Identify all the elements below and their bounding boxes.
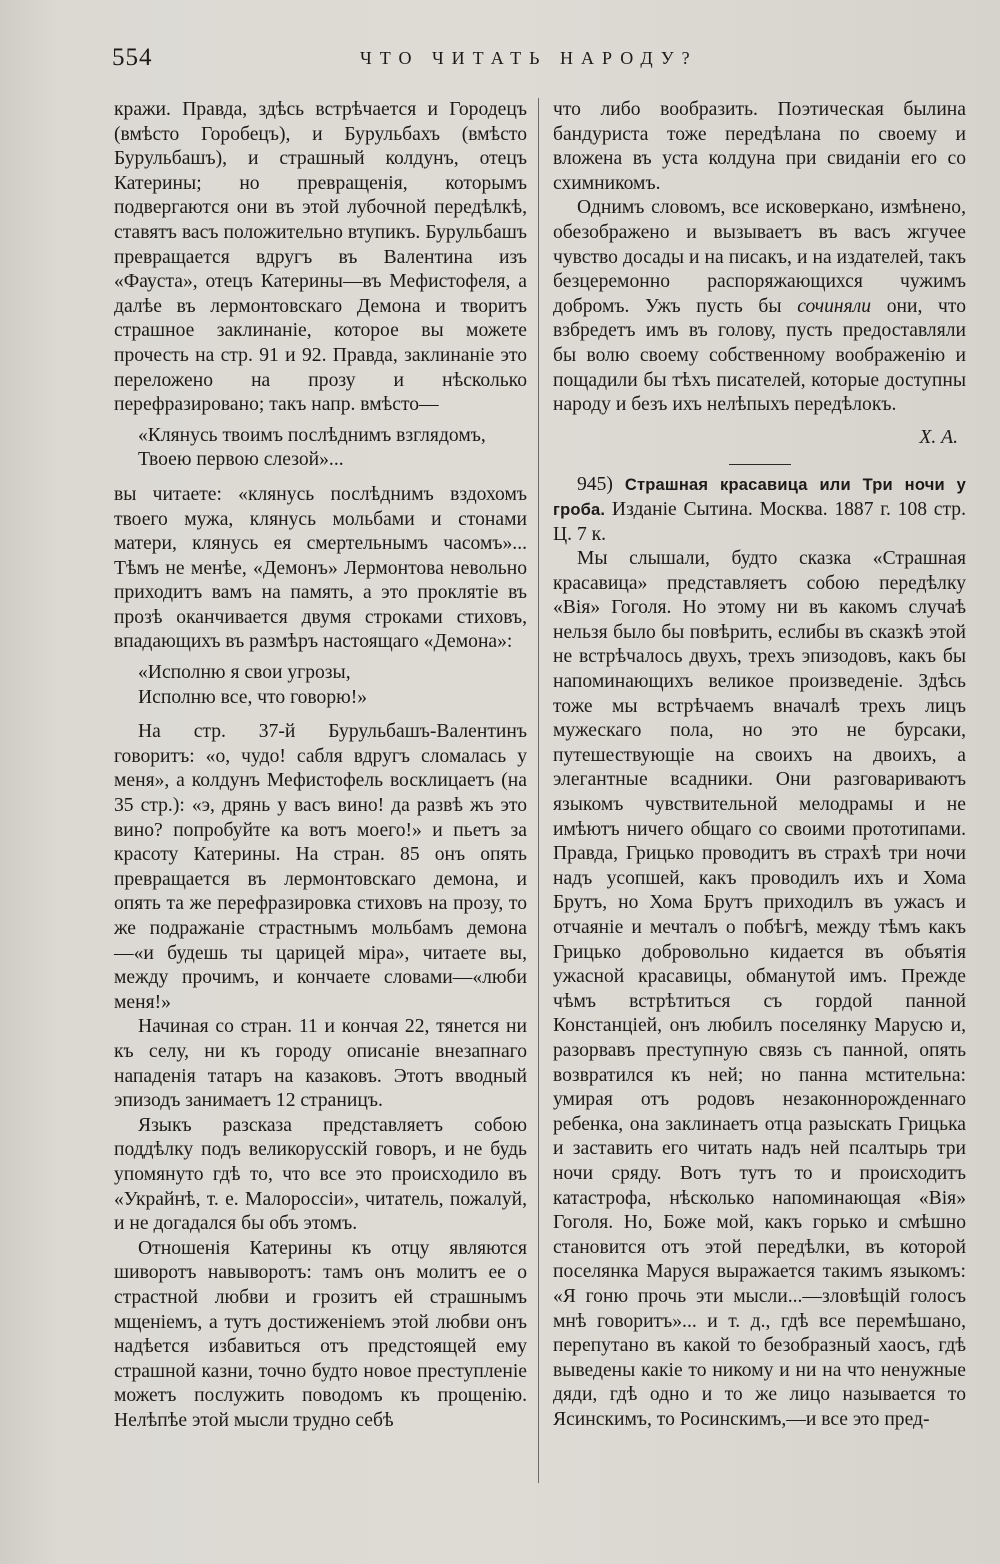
bibliography-entry	[553, 473, 966, 547]
paragraph: На стр. 37-й Бурульбашъ-Валентинъ говоритъ: «о, чудо! сабля вдругъ сломалась у меня», а колдунъ Мефистофель восклицаетъ (на 35 стр.): «э, дрянь у васъ вино! да развѣ жъ это вино? попробуйте ка вотъ моего!» и пьетъ за красоту Катерины. На стран. 85 онъ опять превращается въ лермонтовскаго демона, и опять та же перефразировка стиховъ на прозу, то же подражаніе страстнымъ мольбамъ демона—«и будешь ты царицей міра», читаете вы, между прочимъ, и кончаете словами—«люби меня!»	[114, 721, 527, 1013]
entry-number: 945)	[577, 474, 625, 496]
right-column	[553, 98, 966, 1432]
running-title: ЧТО ЧИТАТЬ НАРОДУ?	[360, 48, 698, 68]
verse-quote	[114, 661, 527, 710]
section-separator	[553, 464, 966, 465]
verse-line: Исполню все, что говорю!»	[138, 686, 368, 708]
text-run: Однимъ словомъ, все исковеркано, измѣнено, обезображено и вызываетъ въ васъ жгучее чувство досады и на писакъ, и на издателей, такъ безцеремонно распоряжающихся чужимъ добромъ. Ужъ пусть бы	[553, 197, 966, 317]
separator-line	[729, 464, 791, 465]
entry-title: Страшная красавица или Три ночи у гроба.	[553, 476, 966, 519]
paragraph: что либо вообразить. Поэтическая былина бандуриста тоже передѣлана по своему и вложена въ уста колдуна при свиданіи его со схимникомъ.	[553, 99, 966, 194]
paragraph: Мы слышали, будто сказка «Страшная красавица» представляетъ собою передѣлку «Вія» Гоголя. Но этому ни въ какомъ случаѣ нельзя было бы повѣрить, еслибы въ сказкѣ этой не встрѣчалось двухъ, трехъ эпизодовъ, какъ бы напоминающихъ великое произведеніе. Здѣсь тоже мы встрѣчаемъ вначалѣ трехъ лицъ мужескаго пола, но это не бурсаки, путешествующіе на своихъ на двоихъ, а элегантные всадники. Они разговариваютъ языкомъ чувствительной мелодрамы и не имѣютъ ничего общаго со своими прототипами. Правда, Грицько проводитъ въ страхѣ три ночи надъ усопшей, какъ проводилъ ихъ и Хома Брутъ, но Хома Брутъ приходилъ въ ужасъ и отчаяніе и мечталъ о побѣгѣ, между тѣмъ какъ Грицько добровольно кидается въ объятія ужасной красавицы, обманутой имъ. Прежде чѣмъ встрѣтиться съ гордой панной Констанціей, онъ любилъ поселянку Марусю и, разорвавъ преступную связь съ панной, опять возвратился къ ней; но панна мстительна: умирая отъ родовъ незаконнорожденнаго ребенка, она заклинаетъ отца разыскать Грицька и заставить его читать надъ ней псалтырь три ночи сряду. Вотъ тутъ то и происходитъ катастрофа, нѣсколько напоминающая «Вія» Гоголя. Но, Боже мой, какъ горько и смѣшно становится отъ этой передѣлки, въ которой поселянка Маруся выражается такимъ языкомъ: «Я гоню прочь эти мысли...—зловѣщій голосъ мнѣ говоритъ»... и т. д., гдѣ все перемѣшано, перепутано въ какой то безобразный хаосъ, гдѣ выведены какіе то никому и ни на что ненужные дяди, гдѣ одно и то же лицо называется то Ясинскимъ, то Росинскимъ,—и все это пред-	[553, 548, 966, 1430]
column-rule	[538, 98, 539, 1483]
verse-quote	[114, 424, 527, 473]
left-column	[114, 98, 527, 1433]
text-run: они, что взбредетъ имъ въ голову, пусть предоставляли бы волю своему собственному воображенію и пощадили бы тѣхъ писателей, которые доступны народу и безъ ихъ нелѣпыхъ передѣлокъ.	[553, 295, 967, 416]
paragraph: Языкъ разсказа представляетъ собою поддѣлку подъ великорусскій говоръ, и не будь упомянуто гдѣ то, что все это происходило въ «Украйнѣ, т. е. Малороссіи», читатель, пожалуй, и не догадался бы объ этомъ.	[114, 1114, 527, 1235]
page-number: 554	[112, 44, 153, 71]
paragraph: кражи. Правда, здѣсь встрѣчается и Городецъ (вмѣсто Горобецъ), и Бурульбахъ (вмѣсто Бурульбашъ), и страшный колдунъ, отецъ Катерины; но превращенія, которымъ подвергаются они въ этой лубочной передѣлкѣ, ставятъ васъ положительно втупикъ. Бурульбашъ превращается вдругъ въ Валентина изъ «Фауста», отецъ Катерины—въ Мефистофеля, а далѣе въ лермонтовскаго Демона и творитъ страшное заклинаніе, которое вы можете прочесть на стр. 91 и 92. Правда, заклинаніе это переложено на прозу и нѣсколько перефразировано; такъ напр. вмѣсто—	[114, 99, 527, 416]
entry-publication: Изданіе Сытина. Москва. 1887 г. 108 стр. Ц. 7 к.	[553, 498, 966, 545]
author-initials: Х. А.	[919, 426, 958, 448]
verse-line: «Исполню я свои угрозы,	[138, 662, 351, 684]
paragraph	[553, 196, 966, 417]
paragraph: Отношенія Катерины къ отцу являются шиворотъ навыворотъ: тамъ онъ молитъ ее о страстной любви и грозитъ ей страшнымъ мщеніемъ, а тутъ достиженіемъ этой любви онъ надѣется избавиться отъ предстоящей ему страшной казни, точно будто новое преступленіе можетъ послужить поводомъ къ прощенію. Нелѣпѣе этой мысли трудно себѣ	[114, 1237, 527, 1431]
verse-line: Твоею первою слезой»...	[138, 449, 344, 471]
verse-line: «Клянусь твоимъ послѣднимъ взглядомъ,	[138, 424, 486, 446]
paragraph: вы читаете: «клянусь послѣднимъ вздохомъ твоего мужа, клянусь мольбами и стонами матери, клянусь ея смертельнымъ часомъ»... Тѣмъ не менѣе, «Демонъ» Лермонтова невольно приходитъ вамъ на память, а это проклятіе въ прозѣ оканчивается двумя строками стиховъ, впадающихъ въ размѣръ настоящаго «Демона»:	[114, 483, 527, 653]
paragraph: Начиная со стран. 11 и кончая 22, тянется ни къ селу, ни къ городу описаніе внезапнаго нападенія татаръ на казаковъ. Этотъ вводный эпизодъ занимаетъ 12 страницъ.	[114, 1016, 527, 1112]
emphasis: сочиняли	[797, 295, 872, 317]
